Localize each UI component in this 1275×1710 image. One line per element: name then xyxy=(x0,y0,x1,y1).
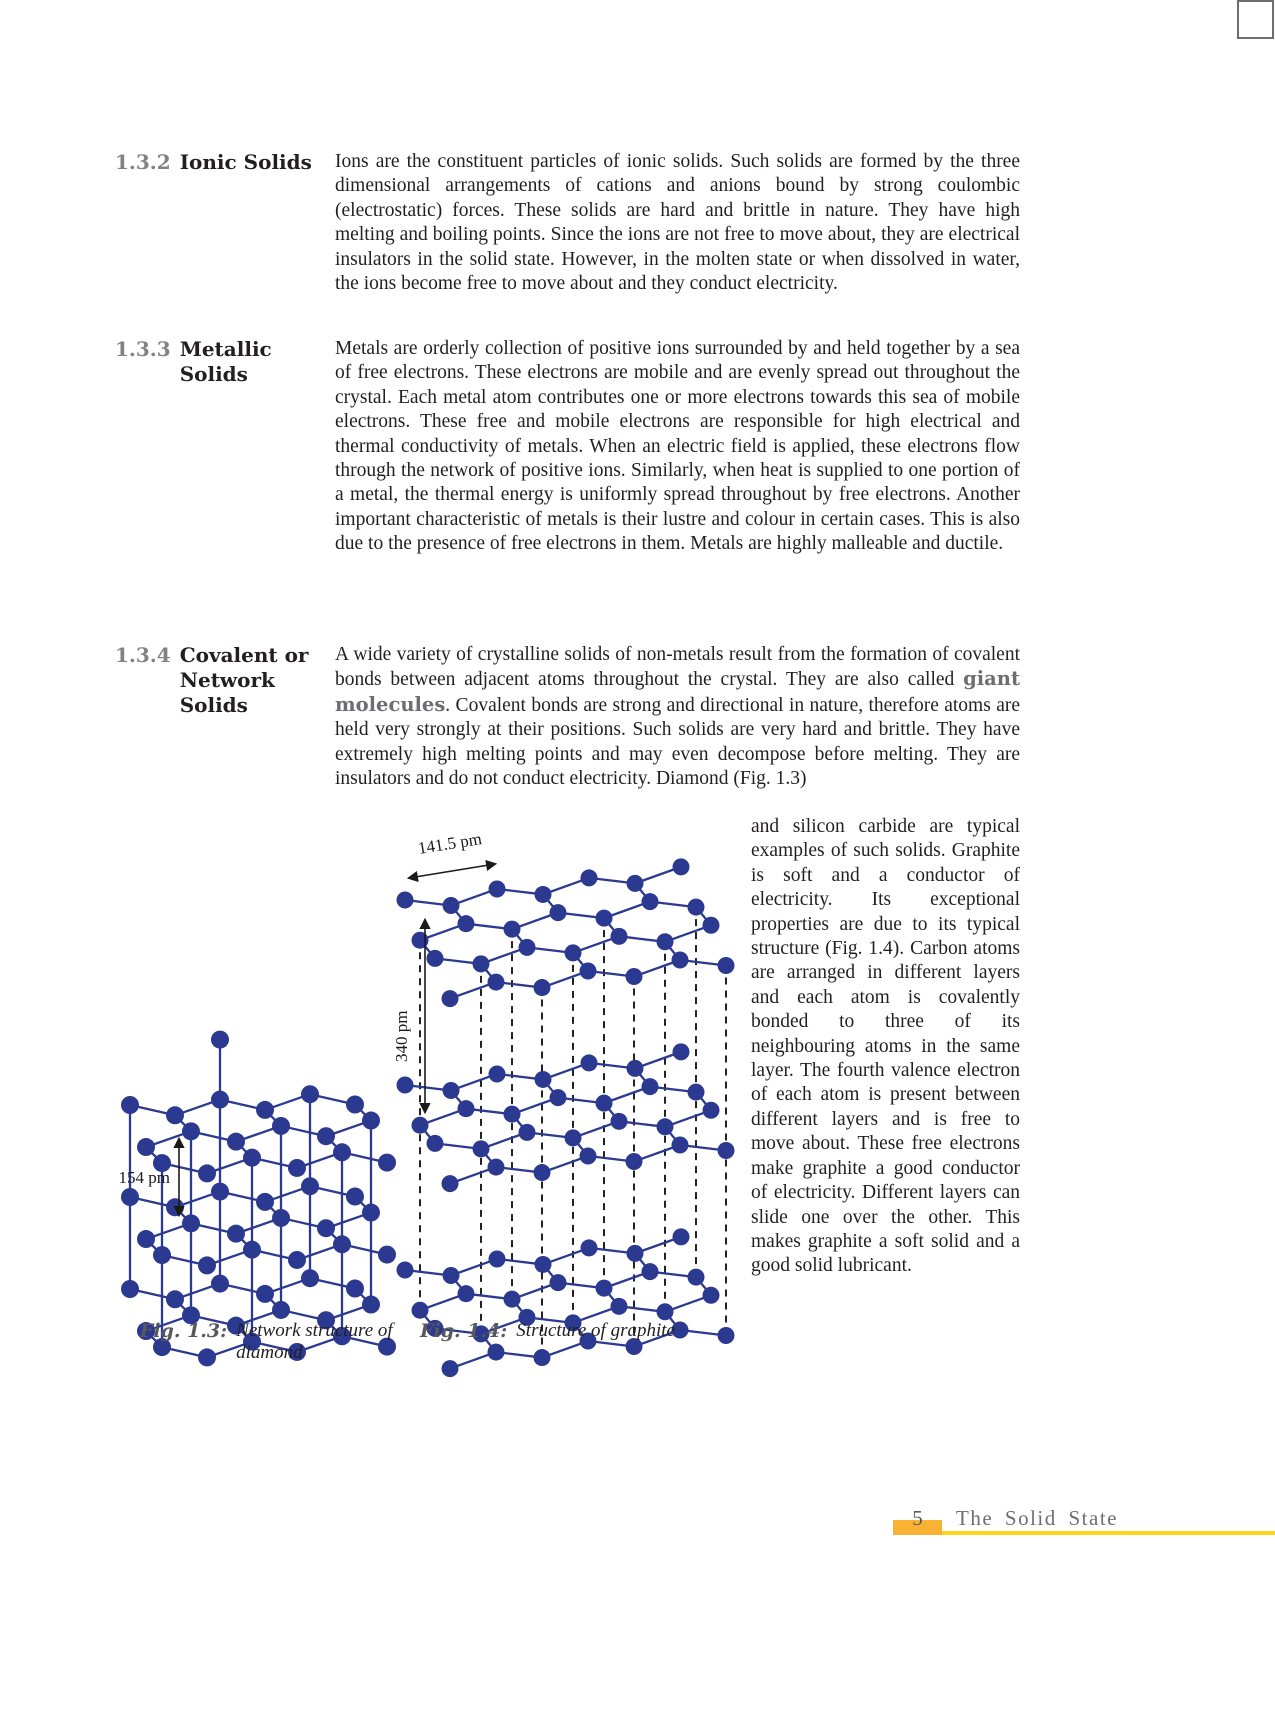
section-title: Metallic Solids xyxy=(179,337,272,386)
section-number: 1.3.2 xyxy=(115,150,171,174)
bond-length-arrow xyxy=(409,864,495,878)
figure-caption-diamond xyxy=(128,1320,418,1364)
section-metallic-solids xyxy=(115,337,1020,557)
section-title: Ionic Solids xyxy=(179,150,312,174)
section-heading xyxy=(115,150,335,296)
figure-label: Fig. 1.3: xyxy=(139,1320,228,1342)
section-covalent-solids xyxy=(115,643,1020,791)
section-body-narrow-column: and silicon carbide are typical examples of such solids. Graphite is soft and a conductor of electricity. Its exceptional properties are due to its typical structure (Fig. 1.4). Carbon atoms are arranged in different layers and each atom is covalently bonded to three of its neighbouring atoms in the same layer. The fourth valence electron of each atom is present between different layers and is free to move about. These free electrons make graphite a good conductor of electricity. Different layers can slide one over the other. This makes graphite a soft solid and a good solid lubricant. xyxy=(751,816,1020,1277)
section-title: Covalent or Network Solids xyxy=(179,643,309,717)
section-body-text: Ions are the constituent particles of ionic solids. Such solids are formed by the three dimensional arrangements of cations and anions bound by strong coulombic (electrostatic) forces. These solids are hard and brittle in nature. They have high melting and boiling points. Since the ions are not free to move about, they are electrical insulators in the solid state. However, in the molten state or when dissolved in water, the ions become free to move about and they conduct electricity. xyxy=(335,151,1020,295)
figure-caption-graphite xyxy=(420,1320,740,1342)
page-corner-marker xyxy=(1237,0,1274,39)
figure-label: Fig. 1.4: xyxy=(420,1320,508,1342)
section-ionic-solids xyxy=(115,150,1020,296)
section-heading xyxy=(115,337,335,557)
figure-caption-text: Network structure of diamond xyxy=(236,1320,393,1363)
bond-length-annotation xyxy=(409,829,495,878)
bold-term-giant-molecules: giant molecules xyxy=(335,667,1020,716)
bond-length-label: 141.5 pm xyxy=(416,829,484,858)
body-text-before-term: A wide variety of crystalline solids of non-metals result from the formation of covalent bonds between adjacent atoms throughout the crystal. They are also called xyxy=(335,644,1020,691)
chapter-running-title: The Solid State xyxy=(956,1506,1118,1530)
carbon-network xyxy=(118,1031,396,1367)
section-number: 1.3.4 xyxy=(115,643,171,667)
footer-rule xyxy=(942,1531,1275,1535)
section-number: 1.3.3 xyxy=(115,337,171,361)
section-heading xyxy=(115,643,335,791)
body-text-after-term: . Covalent bonds are strong and directional in nature, therefore atoms are held very strongly at their positions. Such solids are very hard and brittle. They have extremely high melting points and may even decompose before melting. They are insulators and do not conduct electricity. Diamond (Fig. 1.3) xyxy=(335,694,1020,790)
section-body-text: Metals are orderly collection of positive ions surrounded by and held together by a sea of free electrons. These electrons are mobile and are evenly spread out throughout the crystal. Each metal atom contributes one or more electrons towards this sea of mobile electrons. These free and mobile electrons are responsible for high electrical and thermal conductivity of metals. When an electric field is applied, these electrons flow through the network of positive ions. Similarly, when heat is supplied to one portion of a metal, the thermal energy is uniformly spread throughout by free electrons. Another important characteristic of metals is their lustre and colour in certain cases. This is also due to the presence of free electrons in them. Metals are highly malleable and ductile. xyxy=(335,338,1020,555)
layer-gap-label: 340 pm xyxy=(392,1010,411,1062)
carbon-layers xyxy=(397,858,735,1377)
section-body-text xyxy=(335,643,1020,791)
figure-caption-text: Structure of graphite xyxy=(516,1320,675,1341)
page-number: 5 xyxy=(912,1506,923,1530)
bond-length-label: 154 pm xyxy=(118,1168,170,1187)
